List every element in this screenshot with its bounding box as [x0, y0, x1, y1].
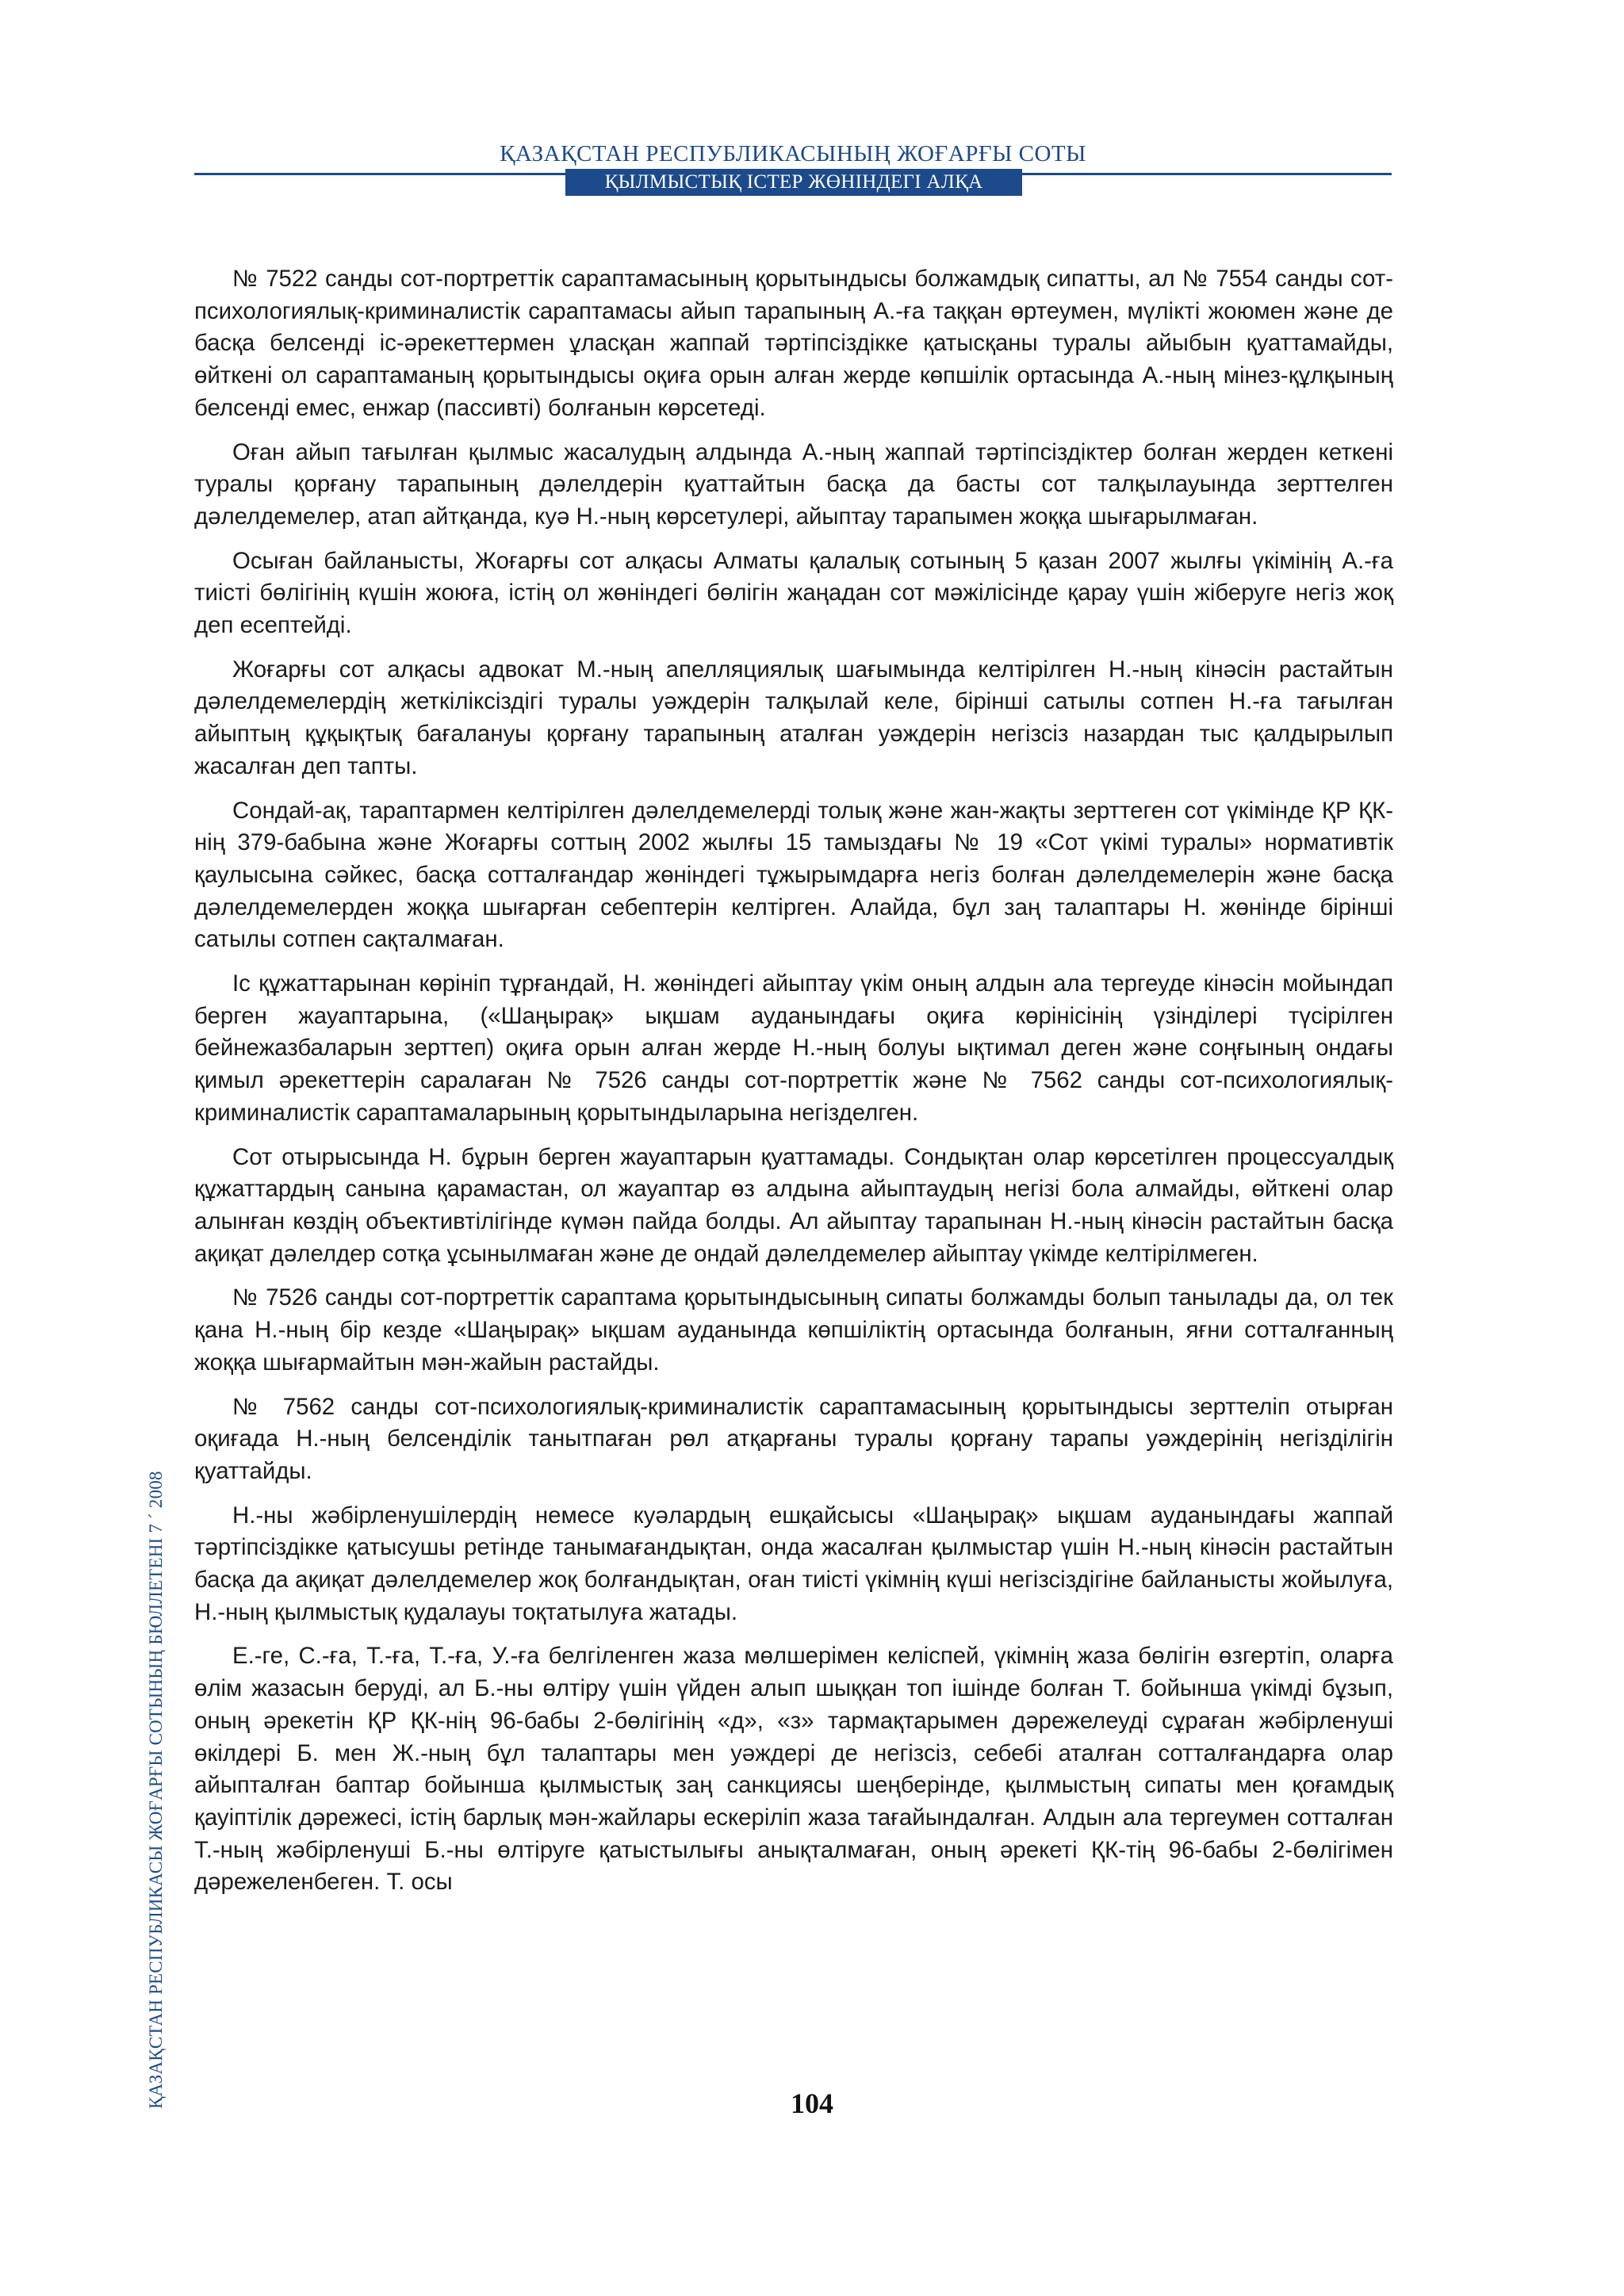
main-text — [194, 263, 1393, 1911]
header-subtitle: ҚЫЛМЫСТЫҚ ІСТЕР ЖӨНІНДЕГІ АЛҚА — [565, 169, 1022, 196]
header-title: ҚАЗАҚСТАН РЕСПУБЛИКАСЫНЫҢ ЖОҒАРҒЫ СОТЫ — [500, 141, 1086, 166]
paragraph: Жоғарғы сот алқасы адвокат М.-ның апелляциялық шағымында келтірілген Н.-ның кінәсін растайтын дәлелдемелердің жеткіліксіздігі туралы уәждерін талқылай келе, бірінші сатылы сотпен Н.-ға тағылған айыптың құқықтық бағалануы қорғану тарапының аталған уәждерін негізсіз назардан тыс қалдырылып жасалған деп тапты. — [194, 656, 1393, 779]
running-header — [194, 140, 1392, 203]
paragraph: Сондай-ақ, тараптармен келтірілген дәлелдемелерді толық және жан-жақты зерттеген сот үкімінде ҚР ҚК-нің 379-бабына және Жоғарғы соттың 2002 жылғы 15 тамыздағы № 19 «Сот үкімі туралы» нормативтік қаулысына сәйкес, басқа сотталғандар жөніндегі тұжырымдарға негіз болған дәлелдемелерін және басқа дәлелдемелерден жоққа шығарған себептерін келтірген. Алайда, бұл заң талаптары Н. жөнінде бірінші сатылы сотпен сақталмаған. — [194, 797, 1393, 953]
paragraph: Е.-ге, С.-ға, Т.-ға, Т.-ға, У.-ға белгіленген жаза мөлшерімен келіспей, үкімнің жаза бөлігін өзгертіп, оларға өлім жазасын беруді, ал Б.-ны өлтіру үшін үйден алып шыққан топ ішінде болған Т. бойынша үкімді бұзып, оның әрекетін ҚР ҚК-нің 96-бабы 2-бөлігінің «д», «з» тармақтарымен дәрежелеуді сұраған жәбірленуші өкілдері Б. мен Ж.-ның бұл талаптары мен уәждері де негізсіз, себебі аталған сотталғандарға олар айыпталған баптар бойынша қылмыстық заң санкциясы шеңберінде, қылмыстың сипаты мен қоғамдық қауіптілік дәрежесі, істің барлық мән-жайлары ескеріліп жаза тағайындалған. Алдын ала тергеумен сотталған Т.-ның жәбірленуші Б.-ны өлтіруге қатыстылығы анықталмаған, оның әрекеті ҚК-тің 96-бабы 2-бөлігімен дәрежеленбеген. Т. осы — [194, 1643, 1393, 1896]
paragraph: Н.-ны жәбірленушілердің немесе куәлардың ешқайсысы «Шаңырақ» ықшам ауданындағы жаппай тәртіпсіздікке қатысушы ретінде танымағандықтан, онда жасалған қылмыстар үшін Н.-ның кінәсін растайтын басқа да ақиқат дәлелдемелер жоқ болғандықтан, оған тиісті үкімнің күші негізсіздігіне байланысты жойылуға, Н.-ның қылмыстық қудалауы тоқтатылуға жатады. — [194, 1502, 1393, 1625]
paragraph: Сот отырысында Н. бұрын берген жауаптарын қуаттамады. Сондықтан олар көрсетілген процессуалдық құжаттардың санына қарамастан, ол жауаптар өз алдына айыптаудың негізі бола алмайды, өйткені олар алынған көздің объективтілігінде күмән пайда болды. Ал айыптау тарапынан Н.-ның кінәсін растайтын басқа ақиқат дәлелдер сотқа ұсынылмаған және де ондай дәлелдемелер айыптау үкімде келтірілмеген. — [194, 1143, 1393, 1267]
paragraph: Іс құжаттарынан көрініп тұрғандай, Н. жөніндегі айыптау үкім оның алдын ала тергеуде кінәсін мойындап берген жауаптарына, («Шаңырақ» ықшам ауданындағы оқиға көрінісінің үзінділері түсірілген бейнежазбаларын зерттеп) оқиға орын алған жерде Н.-ның болуы ықтимал деген және соңғының ондағы қимыл әрекеттерін саралаған № 7526 санды сот-портреттік және № 7562 санды сот-психологиялық-криминалистік сараптамаларының қорытындыларына негізделген. — [194, 970, 1393, 1126]
paragraph: Оған айып тағылған қылмыс жасалудың алдында А.-ның жаппай тәртіпсіздіктер болған жерден кеткені туралы қорғану тарапының дәлелдерін қуаттайтын басқа да басты сот талқылауында зерттелген дәлелдемелер, атап айтқанда, куә Н.-ның көрсетулері, айыптау тарапымен жоққа шығарылмаған. — [194, 438, 1393, 530]
paragraph: № 7526 санды сот-портреттік сараптама қорытындысының сипаты болжамды болып танылады да, ол тек қана Н.-ның бір кезде «Шаңырақ» ықшам ауданында көпшіліктің ортасында болғанын, яғни сотталғанның жоққа шығармайтын мән-жайын растайды. — [194, 1284, 1393, 1376]
page-number: 104 — [791, 2087, 833, 2119]
paragraph: № 7562 санды сот-психологиялық-криминалистік сараптамасының қорытындысы зерттеліп отырған оқиғада Н.-ның белсенділік танытпаған рөл атқарғаны туралы қорғану тарапы уәждерінің негізділігін қуаттайды. — [194, 1393, 1393, 1484]
paragraph: № 7522 санды сот-портреттік сараптамасының қорытындысы болжамдық сипатты, ал № 7554 санды сот-психологиялық-криминалистік сараптамасы айып тарапының А.-ға таққан өртеумен, мүлікті жоюмен және де басқа белсенді іс-әрекеттермен ұласқан жаппай тәртіпсіздікке қатысқаны туралы айыбын қуаттамайды, өйткені ол сараптаманың қорытындысы оқиға орын алған жерде көпшілік ортасында А.-ның мінез-құлқының белсенді емес, енжар (пассивті) болғанын көрсетеді. — [194, 266, 1393, 421]
paragraph: Осыған байланысты, Жоғарғы сот алқасы Алматы қалалық сотының 5 қазан 2007 жылғы үкімінің А.-ға тиісті бөлігінің күшін жоюға, істің ол жөніндегі бөлігін жаңадан сот мәжілісінде қарау үшін жіберуге негіз жоқ деп есептейді. — [194, 547, 1393, 639]
sidebar-journal-title: ҚАЗАҚСТАН РЕСПУБЛИКАСЫ ЖОҒАРҒЫ СОТЫНЫҢ БЮЛЛЕТЕНІ 7 ´ 2008 — [146, 1471, 166, 2109]
